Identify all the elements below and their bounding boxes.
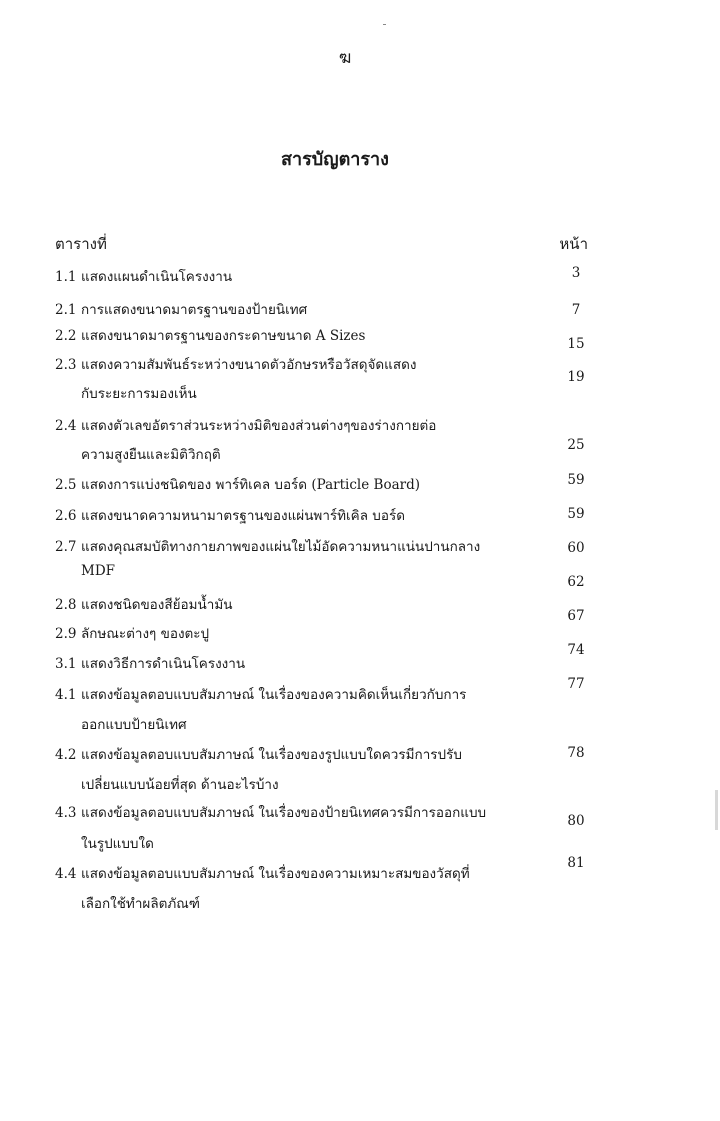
entry-number: 1.1: [55, 269, 77, 285]
entry-2-1: [55, 298, 307, 320]
entry-text: แสดงชนิดของสีย้อมน้ำมัน: [81, 597, 233, 613]
scan-edge-mark: [715, 790, 718, 830]
entry-text: แสดงข้อมูลตอบแบบสัมภาษณ์ ในเรื่องของความคิดเห็นเกี่ยวกับการ: [81, 687, 467, 703]
entry-text: แสดงวิธีการดำเนินโครงงาน: [81, 656, 246, 672]
page-ref: 80: [567, 813, 585, 829]
entry-number: 2.2: [55, 328, 77, 344]
page-ref: 74: [567, 642, 585, 658]
page-ref: 19: [567, 369, 585, 385]
entry-text: การแสดงขนาดมาตรฐานของป้ายนิเทศ: [81, 302, 308, 318]
entry-4-2: [55, 743, 462, 765]
entry-number: 4.2: [55, 747, 77, 763]
page-ref: 77: [567, 676, 585, 692]
page-ref: 59: [567, 472, 585, 488]
page-ref: 60: [567, 540, 585, 556]
entry-4-1: [55, 683, 466, 705]
entry-1-1: [55, 265, 232, 287]
entry-text: แสดงแผนดำเนินโครงงาน: [81, 269, 233, 285]
entry-4-3-cont: ในรูปแบบใด: [81, 836, 154, 852]
entry-4-1-cont: ออกแบบป้ายนิเทศ: [81, 717, 187, 733]
entry-number: 2.3: [55, 357, 77, 373]
entry-number: 2.9: [55, 626, 77, 642]
page-ref: 67: [567, 608, 585, 624]
scan-mark: [383, 24, 386, 25]
page-number: ฆ: [338, 48, 352, 68]
entry-number: 4.1: [55, 687, 77, 703]
entry-2-3-cont: กับระยะการมองเห็น: [81, 386, 197, 402]
entry-number: 4.3: [55, 805, 77, 821]
entry-text: แสดงข้อมูลตอบแบบสัมภาษณ์ ในเรื่องของความเหมาะสมของวัสดุที่: [81, 866, 470, 882]
entry-2-2: [55, 324, 365, 346]
page-ref: 59: [567, 506, 585, 522]
page-ref: 81: [567, 855, 585, 871]
page-ref: 62: [567, 574, 585, 590]
entry-2-4: [55, 414, 436, 436]
entry-2-6: [55, 504, 405, 526]
entry-3-1: [55, 652, 245, 674]
entry-text: ลักษณะต่างๆ ของตะปู: [81, 626, 210, 642]
entry-4-2-cont: เปลี่ยนแบบน้อยที่สุด ด้านอะไรบ้าง: [81, 777, 279, 793]
entry-number: 2.4: [55, 418, 77, 434]
entry-2-7: [55, 535, 480, 557]
page-column-header: หน้า: [559, 235, 588, 253]
page-ref: 15: [567, 336, 585, 352]
entry-4-4: [55, 862, 470, 884]
entry-2-4-cont: ความสูงยืนและมิติวิกฤติ: [81, 447, 221, 463]
page-ref: 7: [571, 302, 581, 318]
entry-text: แสดงข้อมูลตอบแบบสัมภาษณ์ ในเรื่องของป้ายนิเทศควรมีการออกแบบ: [81, 805, 487, 821]
page-ref: 3: [571, 265, 581, 281]
page-ref: 78: [567, 745, 585, 761]
entry-number: 2.8: [55, 597, 77, 613]
entry-number: 4.4: [55, 866, 77, 882]
entry-2-5: [55, 473, 420, 495]
entry-4-3: [55, 801, 486, 823]
entry-text: แสดงขนาดมาตรฐานของกระดาษขนาด A Sizes: [81, 328, 366, 344]
entry-text: แสดงตัวเลขอัตราส่วนระหว่างมิติของส่วนต่างๆของร่างกายต่อ: [81, 418, 437, 434]
entry-text: แสดงความสัมพันธ์ระหว่างขนาดตัวอักษรหรือวัสดุจัดแสดง: [81, 357, 417, 373]
entry-number: 2.1: [55, 302, 77, 318]
entry-text: แสดงขนาดความหนามาตรฐานของแผ่นพาร์ทิเคิล บอร์ด: [81, 508, 405, 524]
entry-text: แสดงคุณสมบัติทางกายภาพของแผ่นใยไม้อัดความหนาแน่นปานกลาง: [81, 539, 481, 555]
page-title: สารบัญตาราง: [281, 149, 389, 170]
entry-text: แสดงข้อมูลตอบแบบสัมภาษณ์ ในเรื่องของรูปแบบใดควรมีการปรับ: [81, 747, 462, 763]
entry-2-3: [55, 353, 416, 375]
entry-2-7-cont: MDF: [81, 563, 116, 579]
entry-4-4-cont: เลือกใช้ทำผลิตภัณฑ์: [81, 896, 200, 912]
entry-text: แสดงการแบ่งชนิดของ พาร์ทิเคล บอร์ด (Particle Board): [81, 477, 420, 493]
entry-2-8: [55, 593, 232, 615]
entry-number: 2.5: [55, 477, 77, 493]
page-ref: 25: [567, 437, 585, 453]
entry-number: 2.7: [55, 539, 77, 555]
table-column-header: ตารางที่: [55, 235, 107, 253]
entry-number: 2.6: [55, 508, 77, 524]
entry-number: 3.1: [55, 656, 77, 672]
entry-2-9: [55, 622, 209, 644]
